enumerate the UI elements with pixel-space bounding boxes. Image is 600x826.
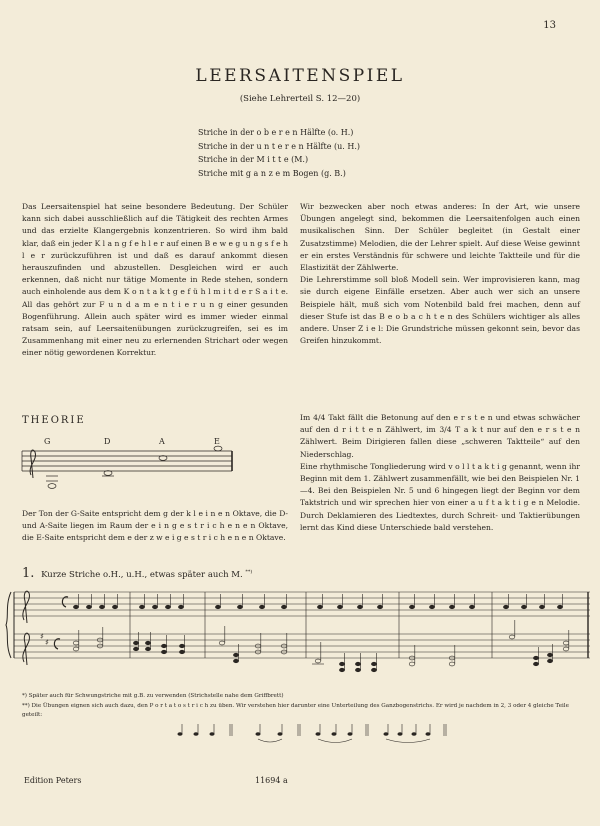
stroke-type-item: Striche in der u n t e r e n Hälfte (u. H.) bbox=[198, 141, 360, 151]
svg-text:♯: ♯ bbox=[45, 638, 49, 647]
stroke-type-item: Striche mit g a n z e m Bogen (g. B.) bbox=[198, 168, 346, 178]
exercise-number: 1. bbox=[22, 566, 35, 581]
paragraph: Die Lehrerstimme soll bloß Modell sein. Wer improvisieren kann, mag sie durch eigene Einfälle ersetzen. Aber auch wer sich an unsere Beispiele hält, muß sich vom Notenbild bald frei machen, denn auf dieser Stufe ist das B e o b a c h t e n des Schülers wichtiger als alles andere. Unser Z i e l: Die Grundstriche müssen gekonnt sein, bevor das Greifen hinzukommt. bbox=[300, 275, 580, 346]
portato-examples bbox=[178, 724, 446, 743]
page-number: 13 bbox=[543, 20, 556, 31]
paragraph: Im 4/4 Takt fällt die Betonung auf den e r s t e n und etwas schwächer auf den d r i t t e n Zählwert, im 3/4 T a k t nur auf den e r s t e n Zählwert. Beim Dirigieren fallen diese „schweren Taktteile“ auf den Niederschlag. bbox=[300, 413, 580, 459]
theory-staff bbox=[22, 446, 232, 488]
publisher: Edition Peters bbox=[24, 776, 82, 785]
footnote-mark: **) bbox=[245, 569, 253, 576]
note-g bbox=[48, 484, 56, 489]
string-label-a: A bbox=[159, 437, 165, 446]
exercise-score bbox=[6, 591, 590, 665]
exercise-notes bbox=[73, 594, 569, 672]
footnote: *) Später auch für Schwungstriche mit g.B. zu verwenden (Strichstelle nahe dem Griffbrett) bbox=[22, 693, 284, 699]
string-label-e: E bbox=[214, 437, 220, 446]
exercise-heading bbox=[22, 566, 252, 581]
exercise-title: Kurze Striche o.H., u.H., etwas später auch M. bbox=[41, 570, 243, 580]
footnote: **) Die Übungen eignen sich auch dazu, den P o r t a t o s t r i c h zu üben. Wir verstehen hier darunter eine Unterteilung des Ganzbogenstrichs. Er wird je nachdem in 2, 3 oder 4 gleiche Teile geteilt: bbox=[22, 702, 569, 718]
note-e bbox=[214, 446, 222, 451]
theory-text bbox=[22, 508, 288, 545]
paragraph: Der Ton der G-Saite entspricht dem g der k l e i n e n Oktave, die D- und A-Saite liegen im Raum der e i n g e s t r i c h e n e n Oktave, die E-Saite entspricht dem e der z w e i g e s t r i c h e n e n Oktave. bbox=[22, 509, 288, 543]
theory-heading: THEORIE bbox=[22, 415, 86, 426]
stroke-type-item: Striche in der M i t t e (M.) bbox=[198, 155, 309, 165]
subtitle: (Siehe Lehrerteil S. 12—20) bbox=[239, 94, 361, 104]
plate-number: 11694 a bbox=[255, 776, 288, 785]
footnotes bbox=[22, 692, 588, 721]
paragraph: Wir bezwecken aber noch etwas anderes: In der Art, wie unsere Übungen angelegt sind, bekommen die Leersaitenfolgen auch einen musikalischen Sinn. Der Schüler begleitet (in Gestalt einer Zusatzstimme) Melodien, die der Lehrer spielt. Auf diese Weise gewinnt er ein erstes Verständnis für schwere und leichte Taktteile und für die Elastizität der Zählwerte. bbox=[300, 202, 580, 273]
stroke-type-item: Striche in der o b e r e n Hälfte (o. H.) bbox=[198, 128, 354, 137]
paragraph: Eine rhythmische Tongliederung wird v o l l t a k t i g genannt, wenn ihr Beginn mit dem 1. Zählwert zusammenfällt, wie bei den Beispielen Nr. 1—4. Bei den Beispielen Nr. 5 und 6 hingegen liegt der Beginn vor dem Taktstrich und wir sprechen hier von einer a u f t a k t i g e n Melodie. Durch Deklamieren des Liedtextes, durch Schreit- und Taktierübungen lernt das Kind diese Unterschiede bald verstehen. bbox=[300, 461, 580, 532]
string-label-d: D bbox=[104, 437, 111, 446]
string-label-g: G bbox=[44, 437, 51, 446]
paragraph: Das Leersaitenspiel hat seine besondere Bedeutung. Der Schüler kann sich dabei ausschließlich auf die Tätigkeit des rechten Armes und das erzielte Klangergebnis konzentrieren. So wird ihm bald klar, daß ein jeder K l a n g f e h l e r auf einen B e w e g u n g s f e h l e r zurückzuführen ist und daß es darauf ankommt diesen herauszufinden und abzustellen. Desgleichen wird er auch erkennen, daß nicht nur tätige Momente in Rede stehen, sondern auch einholende aus dem K o n t a k t g e f ü h l m i t d e r S a i t e. All das gehört zur F u n d a m e n t i e r u n g einer gesunden Bogenführung. Allein auch später wird es immer wieder einmal ratsam sein, auf Leersaitenübungen zurückzugreifen, sei es im Zusammenhang mit einer neu zu erlernenden Strichart oder wegen einer nötig gewordenen Korrektur. bbox=[22, 202, 288, 358]
page-title: LEERSAITENSPIEL bbox=[195, 66, 405, 86]
svg-text:♯: ♯ bbox=[40, 632, 44, 641]
